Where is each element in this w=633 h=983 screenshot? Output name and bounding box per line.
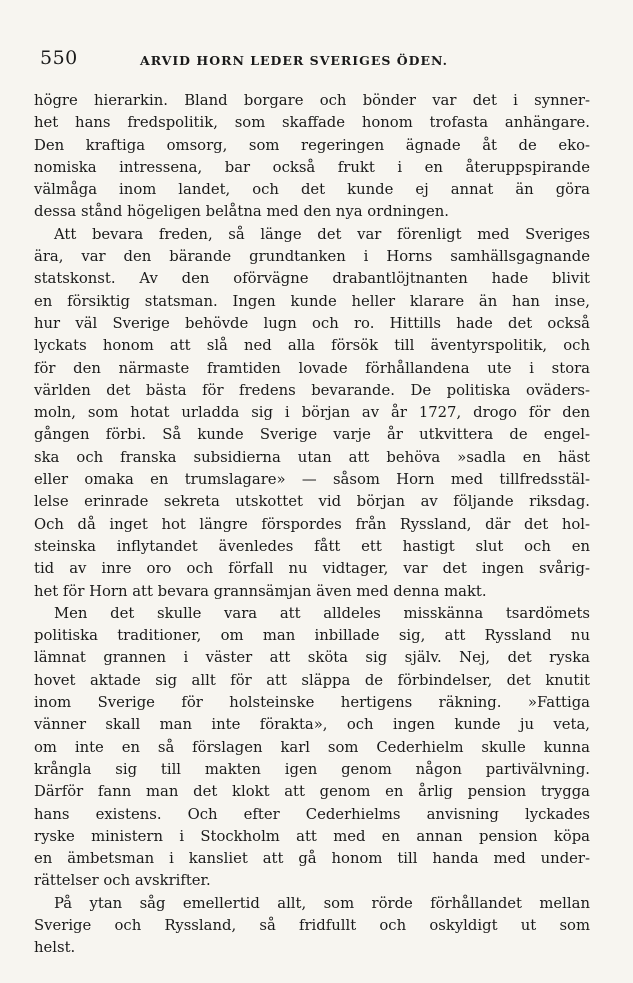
text-line: om inte en så förslagen karl som Cederhielm skulle kunna xyxy=(34,738,590,756)
text-line: het hans fredspolitik, som skaffade honom trofasta anhängare. xyxy=(34,114,590,132)
text-line: tid av inre oro och förfall nu vidtager, var det ingen svårig- xyxy=(34,560,590,578)
text-line: lyckats honom att slå ned alla försök till äventyrspolitik, och xyxy=(34,337,590,355)
text-line: Och då inget hot längre förspordes från Ryssland, där det hol- xyxy=(34,515,590,533)
text-line: gången förbi. Så kunde Sverige varje år utkvittera de engel- xyxy=(34,426,590,444)
text-line: het för Horn att bevara grannsämjan även med denna makt. xyxy=(34,582,487,600)
text-line: inom Sverige för holsteinske hertigens räkning. »Fattiga xyxy=(34,694,590,712)
text-line: nomiska intressena, bar också frukt i en återuppspirande xyxy=(34,158,590,176)
text-line: för den närmaste framtiden lovade förhållandena ute i stora xyxy=(34,359,590,377)
text-line: hans existens. Och efter Cederhielms anvisning lyckades xyxy=(34,805,590,823)
text-line: Sverige och Ryssland, så fridfullt och oskyldigt ut som xyxy=(34,916,590,934)
running-head: ARVID HORN LEDER SVERIGES ÖDEN. xyxy=(140,53,448,68)
text-line: lelse erinrade sekreta utskottet vid början av följande riksdag. xyxy=(34,493,590,511)
text-line: vänner skall man inte förakta», och ingen kunde ju veta, xyxy=(34,716,590,734)
text-line: ära, var den bärande grundtanken i Horns samhällsgagnande xyxy=(34,248,590,266)
text-line: högre hierarkin. Bland borgare och bönder var det i synner- xyxy=(34,92,590,109)
text-line: moln, som hotat urladda sig i början av år 1727, drogo för den xyxy=(34,404,590,422)
text-line: hur väl Sverige behövde lugn och ro. Hittills hade det också xyxy=(34,314,590,332)
text-line: välmåga inom landet, och det kunde ej annat än göra xyxy=(34,181,590,199)
text-line: ryske ministern i Stockholm att med en annan pension köpa xyxy=(34,827,590,845)
page-header xyxy=(40,47,600,77)
text-line: Den kraftiga omsorg, som regeringen ägnade åt de eko- xyxy=(34,136,590,154)
text-line: Att bevara freden, så länge det var förenligt med Sveriges xyxy=(54,225,590,243)
text-line: hovet aktade sig allt för att släppa de förbindelser, det knutit xyxy=(34,671,590,689)
text-line: politiska traditioner, om man inbillade sig, att Ryssland nu xyxy=(34,627,590,645)
text-line: statskonst. Av den oförvägne drabantlöjtnanten hade blivit xyxy=(34,270,590,288)
text-line: dessa stånd högeligen belåtna med den nya ordningen. xyxy=(34,203,449,221)
text-line: helst. xyxy=(34,939,76,957)
text-line: en ämbetsman i kansliet att gå honom till handa med under- xyxy=(34,850,590,868)
text-line: Därför fann man det klokt att genom en årlig pension trygga xyxy=(34,783,590,801)
text-line: krångla sig till makten igen genom någon partivälvning. xyxy=(34,760,590,778)
text-line: en försiktig statsman. Ingen kunde heller klarare än han inse, xyxy=(34,292,590,310)
page-number: 550 xyxy=(40,47,78,69)
text-line: rättelser och avskrifter. xyxy=(34,872,211,890)
text-line: Men det skulle vara att alldeles misskänna tsardömets xyxy=(54,604,590,622)
text-line: lämnat grannen i väster att sköta sig själv. Nej, det ryska xyxy=(34,649,590,667)
text-line: steinska inflytandet ävenledes fått ett hastigt slut och en xyxy=(34,537,590,555)
text-line: ska och franska subsidierna utan att behöva »sadla en häst xyxy=(34,448,590,466)
text-line: På ytan såg emellertid allt, som rörde förhållandet mellan xyxy=(54,894,590,912)
body-text xyxy=(34,90,590,960)
text-line: världen det bästa för fredens bevarande. De politiska oväders- xyxy=(34,381,590,399)
text-line: eller omaka en trumslagare» — såsom Horn med tillfredsstäl- xyxy=(34,471,590,489)
